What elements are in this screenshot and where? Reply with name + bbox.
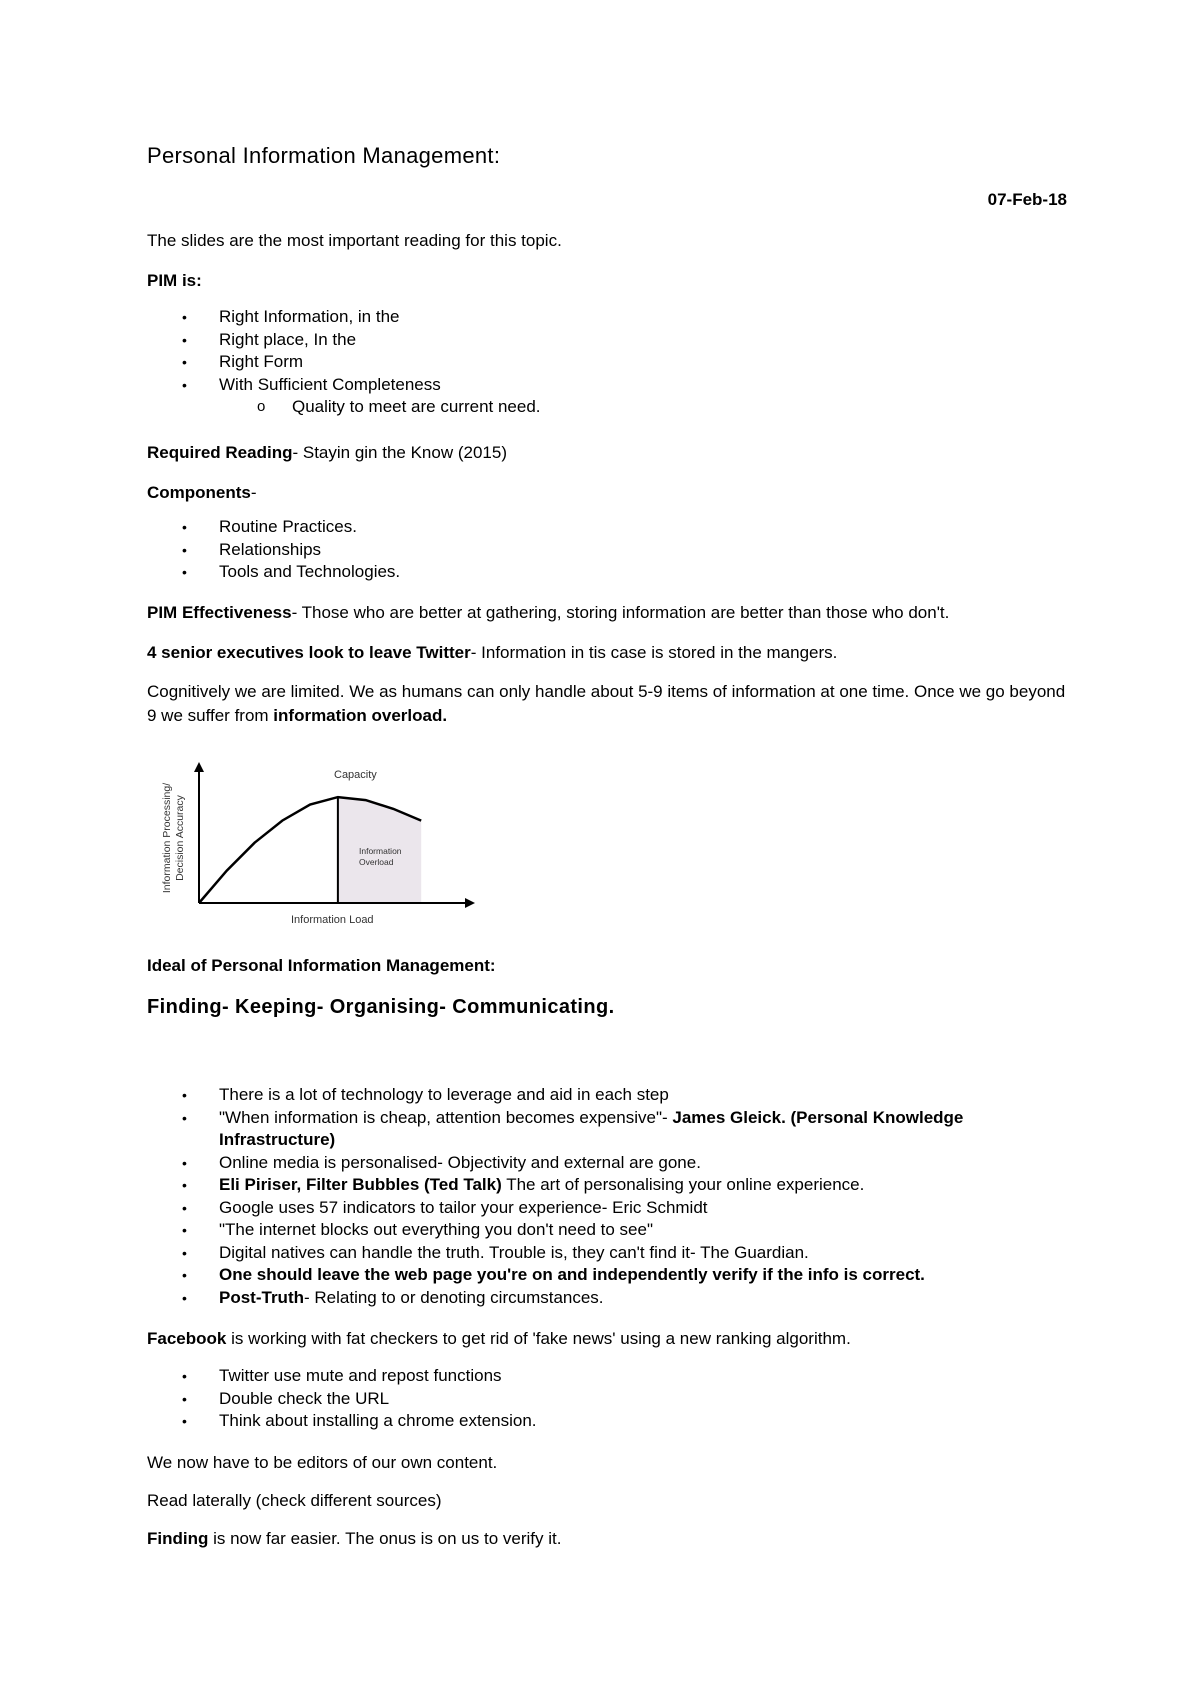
list-item: • Digital natives can handle the truth. Trouble is, they can't find it- The Guardian. — [147, 1242, 1067, 1265]
effectiveness-label: PIM Effectiveness — [147, 603, 292, 622]
overload-graph-svg — [159, 758, 484, 930]
ideal-steps: Finding- Keeping- Organising- Communicating. — [147, 996, 615, 1018]
facebook-label: Facebook — [147, 1329, 227, 1348]
list-item: • With Sufficient Completeness — [147, 374, 1067, 397]
overload-graph — [159, 758, 484, 930]
required-reading-text: - Stayin gin the Know (2015) — [292, 443, 507, 462]
finding-label: Finding — [147, 1529, 209, 1548]
editors-text: We now have to be editors of our own content. — [147, 1453, 498, 1472]
list-item: • Double check the URL — [147, 1388, 1067, 1411]
x-axis-label: Information Load — [291, 914, 374, 926]
overload-label: Information Overload — [359, 846, 402, 867]
bullets-tips — [147, 1365, 1067, 1433]
capacity-label: Capacity — [334, 769, 377, 781]
y-axis-label: Information Processing/ Decision Accuracy — [161, 782, 186, 894]
intro-text: The slides are the most important reading for this topic. — [147, 231, 562, 250]
components-dash: - — [250, 483, 257, 502]
list-item: • Right place, In the — [147, 329, 1067, 352]
cognitive-bold: information overload. — [273, 706, 448, 725]
list-item: • Tools and Technologies. — [147, 561, 1067, 584]
ideal-heading: Ideal of Personal Information Management: — [147, 956, 496, 975]
facebook-text: is working with fat checkers to get rid of 'fake news' using a new ranking algorithm. — [226, 1329, 851, 1348]
x-axis-arrow — [465, 898, 475, 908]
components-list — [147, 516, 1067, 584]
list-item: • Online media is personalised- Objectivity and external are gone. — [147, 1152, 1067, 1175]
components-heading — [147, 482, 257, 504]
list-item: • "When information is cheap, attention becomes expensive"- James Gleick. (Personal Knowledge Infrastructure) — [147, 1107, 1067, 1152]
cognitive-text: Cognitively we are limited. We as humans can only handle about 5-9 items of information at one time. Once we go beyond 9 we suffer from — [147, 682, 1066, 725]
list-item: • Eli Piriser, Filter Bubbles (Ted Talk) The art of personalising your online experience. — [147, 1174, 1067, 1197]
list-item: • Twitter use mute and repost functions — [147, 1365, 1067, 1388]
overload-label-wrap — [359, 846, 419, 876]
pim-list — [147, 306, 1067, 419]
laterally-text: Read laterally (check different sources) — [147, 1491, 442, 1510]
twitter-label: 4 senior executives look to leave Twitter — [147, 643, 471, 662]
effectiveness-text: - Those who are better at gathering, storing information are better than those who don't. — [291, 603, 950, 622]
list-item: • Right Information, in the — [147, 306, 1067, 329]
pim-is-label: PIM is: — [147, 271, 202, 290]
list-item: • Think about installing a chrome extension. — [147, 1410, 1067, 1433]
bullets-main — [147, 1084, 1067, 1309]
list-item: • Post-Truth- Relating to or denoting circumstances. — [147, 1287, 1067, 1310]
required-reading-label: Required Reading — [147, 443, 293, 462]
sub-list-item: o Quality to meet are current need. — [147, 396, 1067, 419]
date-label: 07-Feb-18 — [987, 190, 1067, 209]
list-item: • Right Form — [147, 351, 1067, 374]
cognitive-paragraph — [147, 680, 1067, 728]
list-item: • One should leave the web page you're on and independently verify if the info is correct. — [147, 1264, 1067, 1287]
page-title: Personal Information Management: — [147, 143, 501, 168]
finding-text: is now far easier. The onus is on us to verify it. — [208, 1529, 562, 1548]
pim-effectiveness — [147, 602, 1067, 624]
list-item: • Google uses 57 indicators to tailor your experience- Eric Schmidt — [147, 1197, 1067, 1220]
twitter-note — [147, 642, 1067, 664]
twitter-text: - Information in tis case is stored in the mangers. — [470, 643, 838, 662]
list-item: • "The internet blocks out everything you don't need to see" — [147, 1219, 1067, 1242]
list-item: • Routine Practices. — [147, 516, 1067, 539]
facebook-paragraph — [147, 1328, 1067, 1350]
required-reading — [147, 442, 507, 464]
y-axis-label-wrap — [159, 768, 193, 908]
components-label: Components — [147, 483, 251, 502]
y-axis-arrow — [194, 762, 204, 772]
list-item: • There is a lot of technology to leverage and aid in each step — [147, 1084, 1067, 1107]
list-item: • Relationships — [147, 539, 1067, 562]
finding-paragraph — [147, 1528, 561, 1550]
